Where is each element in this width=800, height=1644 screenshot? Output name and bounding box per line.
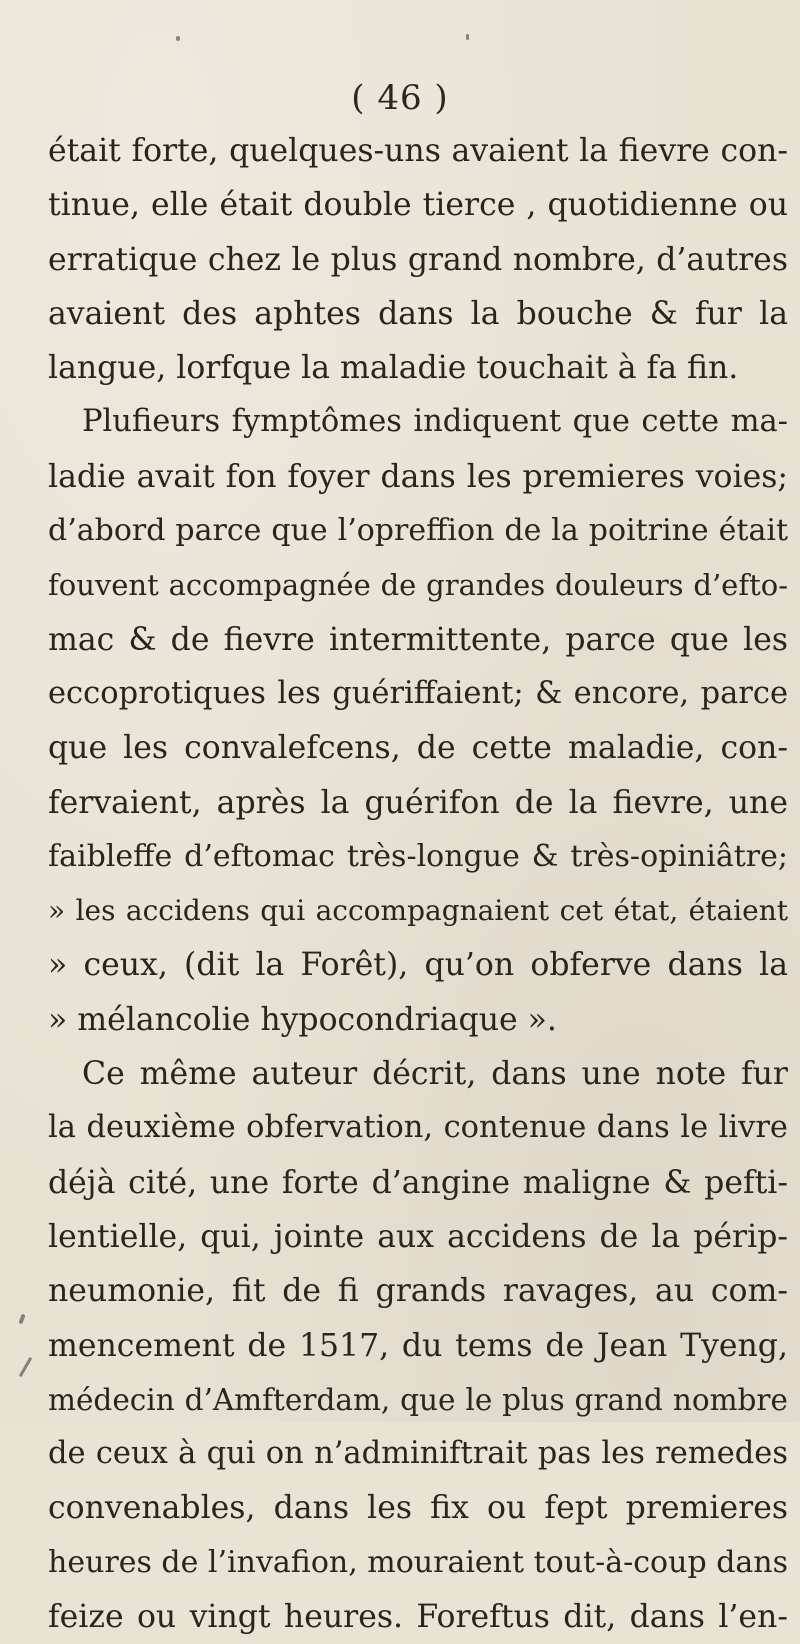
text-line: erratique chez le plus grand nombre, d’autres bbox=[48, 241, 788, 278]
text-line: lentielle, qui, jointe aux accidens de la périp- bbox=[48, 1218, 788, 1255]
text-line: mac & de fievre intermittente, parce que les bbox=[48, 621, 788, 658]
text-line: heures de l’invafion, mouraient tout-à-coup dans bbox=[48, 1544, 788, 1580]
text-line: mencement de 1517, du tems de Jean Tyeng, bbox=[48, 1327, 788, 1364]
text-line: feize ou vingt heures. Foreftus dit, dans l’en- bbox=[48, 1599, 788, 1636]
text-line: fervaient, après la guérifon de la fievre, une bbox=[48, 784, 788, 821]
margin-speck bbox=[19, 1357, 33, 1378]
text-line: la deuxième obfervation, contenue dans le livre bbox=[48, 1110, 788, 1146]
text-line: ladie avait fon foyer dans les premieres voies; bbox=[48, 458, 788, 495]
text-line: déjà cité, une forte d’angine maligne & pefti- bbox=[48, 1164, 788, 1201]
text-line: » les accidens qui accompagnaient cet état, étaient bbox=[48, 894, 788, 928]
text-line: langue, lorfque la maladie touchait à fa fin. bbox=[48, 350, 739, 387]
text-line: avaient des aphtes dans la bouche & fur la bbox=[48, 295, 788, 332]
text-line: que les convalefcens, de cette maladie, con- bbox=[48, 730, 788, 767]
text-line: d’abord parce que l’opreffion de la poitrine était bbox=[48, 513, 788, 549]
margin-speck bbox=[18, 1314, 25, 1325]
margin-speck bbox=[176, 36, 180, 41]
margin-speck bbox=[466, 34, 469, 40]
text-line: était forte, quelques-uns avaient la fievre con- bbox=[48, 133, 788, 169]
text-line: neumonie, fit de fi grands ravages, au com- bbox=[48, 1273, 788, 1310]
text-line: eccoprotiques les guériffaient; & encore, parce bbox=[48, 675, 788, 711]
text-line: Ce même auteur décrit, dans une note fur bbox=[82, 1056, 788, 1093]
text-line: » mélancolie hypocondriaque ». bbox=[48, 1001, 557, 1038]
body-text bbox=[48, 124, 788, 1644]
text-line: convenables, dans les fix ou fept premieres bbox=[48, 1490, 788, 1527]
text-line: » ceux, (dit la Forêt), qu’on obferve dans la bbox=[48, 947, 788, 984]
text-line: de ceux à qui on n’adminiftrait pas les remedes bbox=[48, 1436, 788, 1472]
text-line: tinue, elle était double tierce , quotidienne ou bbox=[48, 187, 788, 224]
text-line: faibleffe d’eftomac très-longue & très-opiniâtre; bbox=[48, 838, 788, 874]
text-line: médecin d’Amfterdam, que le plus grand nombre bbox=[48, 1382, 788, 1417]
page-number: ( 46 ) bbox=[351, 78, 449, 118]
text-line: Plufieurs fymptômes indiquent que cette ma- bbox=[82, 404, 788, 440]
text-line: fouvent accompagnée de grandes douleurs d’efto- bbox=[48, 568, 788, 603]
